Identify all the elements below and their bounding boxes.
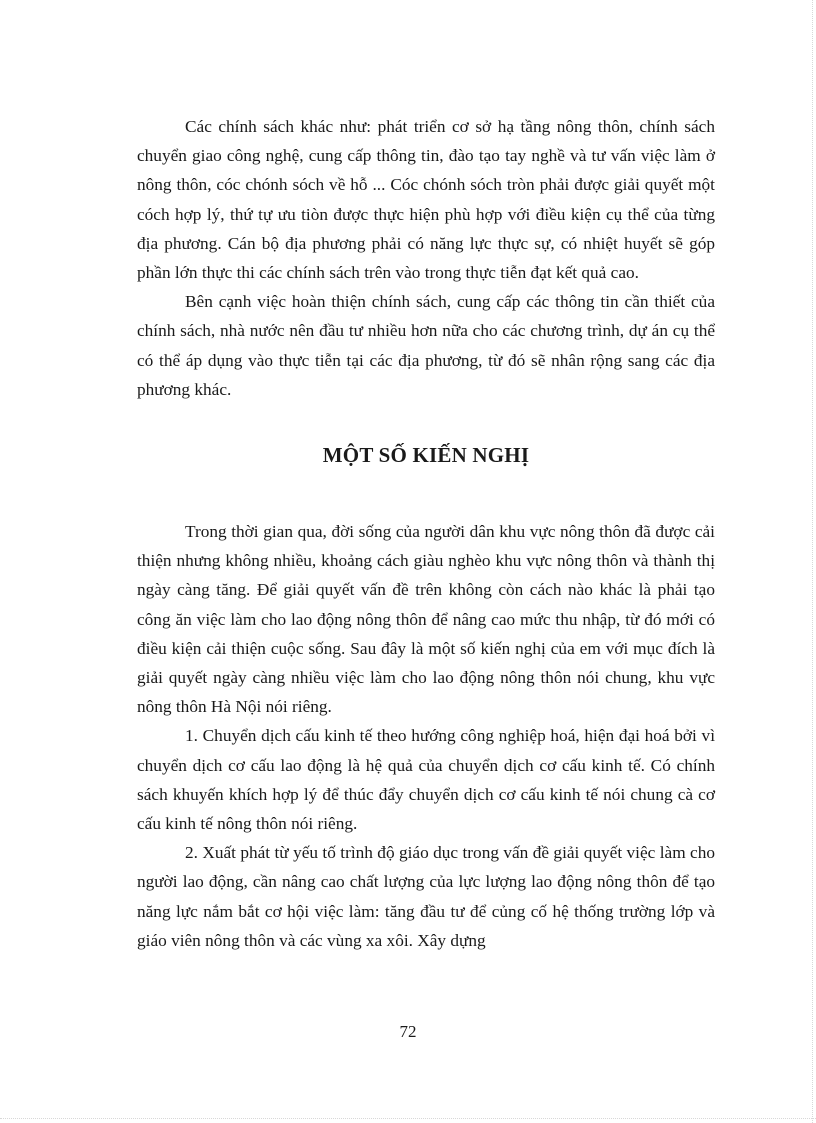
page-number: 72 <box>399 1022 417 1041</box>
page-body <box>137 112 715 955</box>
paragraph-recommendation-1: 1. Chuyển dịch cấu kinh tế theo hướng công nghiệp hoá, hiện đại hoá bởi vì chuyển dịch cơ cấu lao động là hệ quả của chuyển dịch cơ cấu kinh tế. Có chính sách khuyến khích hợp lý để thúc đẩy chuyển dịch cơ cấu kinh tế nói chung cà cơ cấu kinh tế nông thôn nói riêng. <box>137 726 715 834</box>
page-border-right <box>812 0 813 1123</box>
paragraph-other-policies: Các chính sách khác như: phát triển cơ sở hạ tầng nông thôn, chính sách chuyển giao công nghệ, cung cấp thông tin, đào tạo tay nghề và tư vấn việc làm ở nông thôn, cóc chónh sóch về hỗ ... Cóc chónh sóch tròn phải được giải quyết một cóch hợp lý, thứ tự ưu tiòn được thực hiện phù hợp với điều kiện cụ thể của từng địa phương. Cán bộ địa phương phải có năng lực thực sự, có nhiệt huyết sẽ góp phần lớn thực thi các chính sách trên vào trong thực tiễn đạt kết quả cao. <box>137 117 715 283</box>
paragraph-intro: Trong thời gian qua, đời sống của người dân khu vực nông thôn đã được cải thiện nhưng không nhiều, khoảng cách giàu nghèo khu vực nông thôn và thành thị ngày càng tăng. Để giải quyết vấn đề trên không còn cách nào khác là phải tạo công ăn việc làm cho lao động nông thôn để nâng cao mức thu nhập, từ đó mới có điều kiện cải thiện cuộc sống. Sau đây là một số kiến nghị của em với mục đích là giải quyết ngày càng nhiều việc làm cho lao động nông thôn nói chung, khu vực nông thôn Hà Nội nói riêng. <box>137 522 715 717</box>
page-border-bottom <box>0 1118 816 1119</box>
paragraph-recommendation-2: 2. Xuất phát từ yếu tố trình độ giáo dục trong vấn đề giải quyết việc làm cho người lao động, cần nâng cao chất lượng của lực lượng lao động nông thôn để tạo năng lực nắm bắt cơ hội việc làm: tăng đầu tư để củng cố hệ thống trường lớp và giáo viên nông thôn và các vùng xa xôi. Xây dựng <box>137 843 715 950</box>
paragraph-policy-improvement: Bên cạnh việc hoàn thiện chính sách, cung cấp các thông tin cần thiết của chính sách, nhà nước nên đầu tư nhiều hơn nữa cho các chương trình, dự án cụ thể có thể áp dụng vào thực tiễn tại các địa phương, từ đó sẽ nhân rộng sang các địa phương khác. <box>137 292 715 399</box>
section-heading: MỘT SỐ KIẾN NGHỊ <box>322 443 530 468</box>
